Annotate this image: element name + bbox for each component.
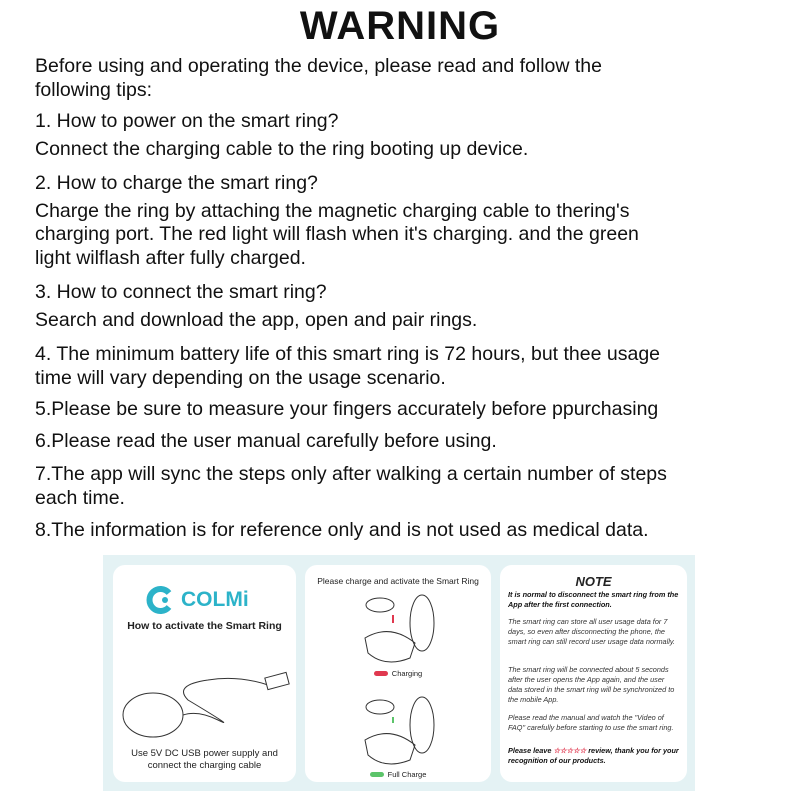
review-request: [508, 746, 680, 766]
charging-card: [305, 565, 491, 782]
tip-item: [35, 398, 785, 422]
review-text: Please leave: [508, 746, 552, 755]
full-charge-indicator: [305, 770, 491, 779]
tip-question: 4. The minimum battery life of this smart ring is 72 hours, but thee usage: [35, 343, 661, 365]
intro: [35, 55, 785, 102]
charger-cable-illustration: [118, 660, 293, 750]
brand-name: COLMi: [181, 588, 249, 611]
full-charge-case-illustration: [360, 695, 440, 770]
page-title: WARNING: [299, 4, 501, 48]
tip-answer: light wilflash after fully charged.: [35, 246, 306, 269]
note-paragraph: Please read the manual and watch the "Video of FAQ" carefully before starting to use the smart ring.: [508, 713, 674, 732]
tip-answer: Charge the ring by attaching the magnetic charging cable to thering's: [35, 199, 630, 222]
tip-item: [35, 281, 785, 332]
tip-item: [35, 110, 785, 161]
charging-case-illustration: [360, 593, 440, 668]
charging-label: Charging: [391, 669, 423, 678]
tip-question: 5.Please be sure to measure your fingers accurately before ppurchasing: [35, 398, 659, 420]
stars-icon: ☆☆☆☆☆: [553, 746, 587, 755]
tip-answer: each time.: [35, 486, 125, 509]
intro-line: Before using and operating the device, please read and follow the: [35, 55, 602, 77]
card-heading: Please charge and activate the Smart Ring: [317, 576, 479, 586]
note-bold: It is normal to disconnect the smart ring from the App after the first connection.: [508, 590, 679, 609]
note-card: [500, 565, 687, 782]
tip-question: 2. How to charge the smart ring?: [35, 172, 318, 194]
instruction-panel: [103, 555, 695, 791]
tip-item: [35, 343, 785, 390]
colmi-logo: [145, 585, 249, 615]
tip-question: 7.The app will sync the steps only after walking a certain number of steps: [35, 463, 667, 485]
note-title: NOTE: [575, 574, 612, 589]
tip-question: 1. How to power on the smart ring?: [35, 110, 339, 132]
full-charge-label: Full Charge: [387, 770, 427, 779]
tip-item: [35, 172, 785, 270]
tip-item: [35, 519, 785, 543]
activation-card: [113, 565, 296, 782]
tip-answer: Search and download the app, open and pair rings.: [35, 308, 478, 331]
tip-answer: Connect the charging cable to the ring booting up device.: [35, 137, 529, 160]
charging-indicator: [305, 669, 491, 678]
intro-line: following tips:: [35, 78, 153, 101]
tip-question: 3. How to connect the smart ring?: [35, 281, 327, 303]
note-paragraph: The smart ring will be connected about 5 seconds after the user opens the App again, and the user data stored in the smart ring will be synchronized to the mobile App.: [508, 665, 675, 704]
tip-item: [35, 430, 785, 454]
tip-answer: time will vary depending on the usage scenario.: [35, 366, 446, 389]
caption: connect the charging cable: [147, 760, 262, 771]
review-text: review, thank you for your recognition of our products.: [508, 746, 679, 765]
tip-question: 6.Please read the user manual carefully before using.: [35, 430, 497, 452]
note-paragraph: The smart ring can store all user usage data for 7 days, so even after disconnecting the phone, the smart ring can still record user usage data normally.: [508, 617, 675, 646]
tip-item: [35, 463, 785, 510]
caption: Use 5V DC USB power supply and: [131, 748, 278, 759]
tip-answer: charging port. The red light will flash when it's charging. and the green: [35, 223, 639, 245]
card-heading: How to activate the Smart Ring: [127, 620, 282, 632]
colmi-logo-icon: [145, 585, 175, 615]
tip-question: 8.The information is for reference only and is not used as medical data.: [35, 519, 649, 541]
